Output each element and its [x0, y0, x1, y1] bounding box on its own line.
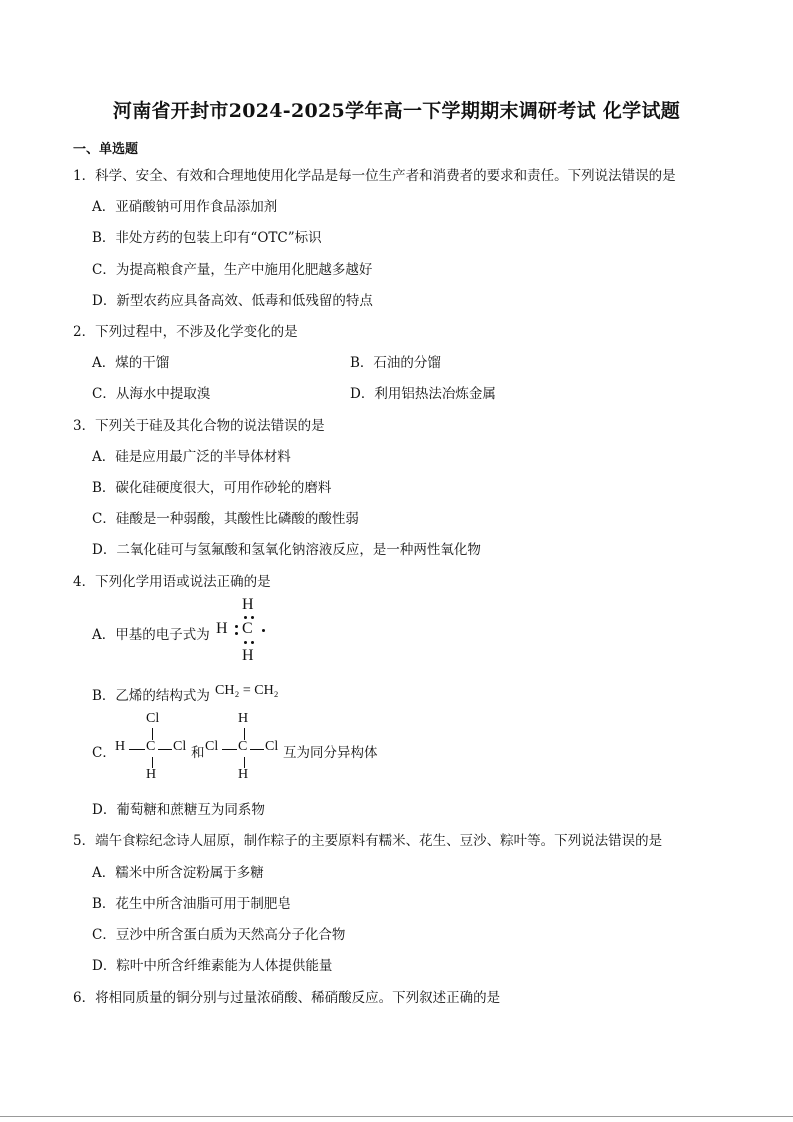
question-5-stem: 5．端午食粽纪念诗人屈原，制作粽子的主要原料有糯米、花生、豆沙、粽叶等。下列说法错误的是	[73, 833, 663, 849]
question-1-stem: 1．科学、安全、有效和合理地使用化学品是每一位生产者和消费者的要求和责任。下列说法错误的是	[73, 168, 676, 184]
question-4-option-b: B．乙烯的结构式为	[92, 688, 210, 704]
mol2-bottom-atom: H	[238, 767, 249, 782]
question-3-option-c: C．硅酸是一种弱酸，其酸性比磷酸的酸性弱	[92, 511, 359, 527]
question-3-option-d: D．二氧化硅可与氢氟酸和氢氧化钠溶液反应，是一种两性氧化物	[92, 542, 481, 558]
question-4-option-c-label: C．	[92, 745, 116, 761]
section-heading: 一、单选题	[73, 142, 139, 157]
question-4-option-d: D．葡萄糖和蔗糖互为同系物	[92, 802, 265, 818]
methyl-c-center: C	[242, 620, 253, 637]
mol1-bottom-atom: H	[146, 767, 157, 782]
mol1-right-atom: Cl	[173, 739, 187, 754]
mol2-right-atom: Cl	[265, 739, 279, 754]
question-3-stem: 3．下列关于硅及其化合物的说法错误的是	[73, 418, 325, 434]
question-2-option-d: D．利用铝热法冶炼金属	[350, 386, 496, 402]
electron-dot	[262, 629, 265, 632]
question-1-option-c: C．为提高粮食产量，生产中施用化肥越多越好	[92, 262, 373, 278]
methyl-h-bottom: H	[242, 647, 254, 664]
bond-line	[129, 749, 145, 750]
question-1-option-d: D．新型农药应具备高效、低毒和低残留的特点	[92, 293, 373, 309]
bond-line	[222, 749, 237, 750]
mol1-top-atom: Cl	[146, 711, 160, 726]
electron-dot	[244, 616, 247, 619]
mol2-top-atom: H	[238, 711, 249, 726]
mol2-left-atom: Cl	[205, 739, 219, 754]
question-2-option-c: C．从海水中提取溴	[92, 386, 211, 402]
question-6-stem: 6．将相同质量的铜分别与过量浓硝酸、稀硝酸反应。下列叙述正确的是	[73, 990, 501, 1006]
electron-dot	[251, 616, 254, 619]
page-bottom-divider	[0, 1116, 793, 1117]
question-2-stem: 2．下列过程中，不涉及化学变化的是	[73, 324, 298, 340]
page-title: 河南省开封市2024-2025学年高一下学期期末调研考试 化学试题	[112, 100, 681, 122]
ethene-formula: CH₂ = CH₂	[215, 683, 279, 698]
question-4-option-a: A．甲基的电子式为	[92, 627, 210, 643]
electron-dot	[235, 625, 238, 628]
question-5-option-c: C．豆沙中所含蛋白质为天然高分子化合物	[92, 927, 346, 943]
question-4-option-c-suffix: 互为同分异构体	[283, 745, 378, 761]
question-5-option-a: A．糯米中所含淀粉属于多糖	[92, 865, 264, 881]
question-5-option-d: D．粽叶中所含纤维素能为人体提供能量	[92, 958, 333, 974]
question-2-option-a: A．煤的干馏	[92, 355, 170, 371]
bond-line	[158, 749, 172, 750]
mol1-left-atom: H	[115, 739, 126, 754]
question-1-option-a: A．亚硝酸钠可用作食品添加剂	[92, 199, 278, 215]
question-3-option-b: B．碳化硅硬度很大，可用作砂轮的磨料	[92, 480, 332, 496]
and-word: 和	[191, 745, 205, 761]
question-4-stem: 4．下列化学用语或说法正确的是	[73, 574, 271, 590]
question-1-option-b: B．非处方药的包装上印有“OTC”标识	[92, 230, 322, 246]
mol1-center-atom: C	[146, 739, 156, 754]
electron-dot	[244, 641, 247, 644]
methyl-h-left: H	[216, 620, 228, 637]
question-2-option-b: B．石油的分馏	[350, 355, 441, 371]
question-3-option-a: A．硅是应用最广泛的半导体材料	[92, 449, 291, 465]
question-5-option-b: B．花生中所含油脂可用于制肥皂	[92, 896, 291, 912]
electron-dot	[235, 632, 238, 635]
electron-dot	[251, 641, 254, 644]
methyl-h-top: H	[242, 596, 254, 613]
bond-line	[250, 749, 264, 750]
mol2-center-atom: C	[238, 739, 248, 754]
